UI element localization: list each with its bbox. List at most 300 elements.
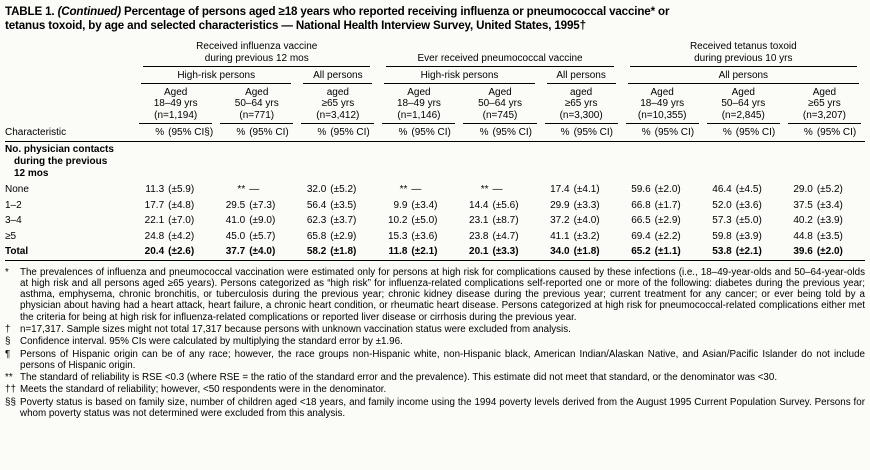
value-ci-pair [459,215,540,227]
value-ci-pair [622,231,703,243]
percent-ci-pair [622,127,703,138]
percent-value: 11.8 [388,246,408,257]
percent-value: 37.7 [225,246,246,257]
value-ci-pair [622,184,703,196]
data-cell [784,229,865,245]
column-group-pneumococcal-label: Ever received pneumococcal vaccine [386,53,613,68]
age-header-line: aged [569,86,593,98]
ci-value: (±3.4) [411,199,438,211]
percent-ci-pair [459,127,540,138]
ci-value: (±5.2) [330,184,357,195]
row-label: 1–2 [5,199,22,211]
percent-ci-header-4 [378,124,459,142]
row-label: None [5,184,29,195]
ci-value: (±9.0) [249,215,276,226]
corner-blank [5,67,135,84]
footnotes-section [5,267,865,420]
footnote-text: n=17,317. Sample sizes might not total 17,317 because persons with unknown vaccination status were excluded from analysis. [20,323,571,335]
ci-value: (±1.7) [654,199,681,211]
value-ci-pair [378,231,459,243]
ci-value: (±3.3) [573,199,600,211]
ci-value: (±4.1) [573,184,600,195]
age-header-row [5,84,865,125]
ci-value: (±2.0) [816,246,843,257]
data-cell [297,182,378,198]
age-header-line: Aged [488,86,512,98]
data-cell [622,182,703,198]
value-ci-pair [135,184,216,196]
age-header-line: (n=10,355) [637,109,687,121]
value-ci-pair [378,184,459,196]
ci-value: (±5.6) [492,199,519,211]
ci-value: (±4.0) [249,246,276,257]
data-cell [459,244,540,260]
value-ci-pair [784,184,865,196]
data-cell [135,229,216,245]
footnote-marker: †† [5,384,16,396]
footnote-text: Confidence interval. 95% CIs were calculated by multiplying the standard error by ±1.96. [20,336,403,348]
footnote-marker: * [5,266,9,278]
ci-header: (95% CI§) [168,127,214,138]
percent-value: 9.9 [393,199,408,211]
age-column-header-5 [459,84,540,125]
data-cell [135,213,216,229]
footnote-text: Poverty status is based on family size, number of children aged <18 years, and family income using the 1994 poverty levels derived from the August 1995 Current Population Survey. Persons for whom poverty status was not determined were excluded from this analysis. [20,396,865,420]
percent-value: 65.8 [306,230,327,242]
value-ci-pair [459,200,540,212]
percent-ci-header-5 [459,124,540,142]
footnote [5,349,865,372]
subgroup-high-risk-pneumococcal: High-risk persons [378,67,540,84]
value-ci-pair [297,231,378,243]
percent-header: % [803,127,813,138]
percent-value: 41.1 [550,230,570,242]
document-page [5,5,865,419]
age-header-line: (n=2,845) [721,109,765,121]
row-label: Total [5,244,135,260]
value-ci-pair [703,246,784,258]
subgroup-header-row [5,67,865,84]
ci-header: (95% CI) [816,127,857,138]
corner-blank [5,41,135,67]
percent-value: 23.1 [469,215,489,226]
data-cell [784,213,865,229]
percent-value: 17.7 [144,199,165,211]
age-column-label [301,84,374,125]
percent-value: 22.1 [144,215,165,226]
value-ci-pair [297,200,378,212]
percent-value: 53.8 [712,246,732,257]
ci-header: (95% CI) [330,127,370,138]
percent-value: 29.9 [550,199,570,211]
percent-value: 29.5 [225,199,246,211]
footnote [5,397,865,420]
value-ci-pair [216,200,297,212]
percent-ci-pair [135,127,216,138]
data-cell [378,213,459,229]
ci-value: (±2.6) [168,246,195,257]
data-cell [784,182,865,198]
ci-value: (±3.9) [816,215,843,226]
ci-header: (95% CI) [654,127,695,138]
age-column-header-2 [216,84,297,125]
percent-value: 24.8 [144,230,165,242]
age-column-label [463,84,536,125]
age-header-line: 18–49 yrs [153,98,198,109]
value-ci-pair [703,200,784,212]
ci-value: (±2.9) [654,215,681,226]
data-cell [541,229,622,245]
data-cell [216,198,297,214]
footnote [5,372,865,383]
ci-value: (±2.1) [735,246,762,257]
footnote-text: Meets the standard of reliability; however, <50 respondents were in the denominator. [20,384,387,396]
age-column-label [545,84,618,125]
percent-value: 59.6 [631,184,651,195]
ci-header: (95% CI) [573,127,614,138]
percent-value: 65.2 [631,246,651,257]
percent-value: 32.0 [306,184,327,195]
ci-value: (±3.5) [816,230,843,242]
ci-value: (±5.0) [735,215,762,226]
data-cell [216,229,297,245]
percent-value: 10.2 [387,215,408,226]
ci-header: (95% CI) [492,127,532,138]
value-ci-pair [297,215,378,227]
ci-header: (95% CI) [735,127,776,138]
ci-header: (95% CI) [249,127,289,138]
ci-value: (±3.4) [816,199,843,211]
age-header-line: (n=3,412) [316,109,360,121]
age-header-line: (n=3,300) [559,109,603,121]
ci-value: (±1.8) [573,246,600,257]
data-cell [703,182,784,198]
percent-value: 37.5 [793,199,813,211]
percent-ci-pair [216,127,297,138]
percent-value: 11.3 [145,184,165,195]
row-label: ≥5 [5,230,17,242]
data-cell [541,213,622,229]
age-header-line: 50–64 yrs [234,98,279,109]
percent-value: 46.4 [712,184,732,195]
percent-value: 45.0 [225,230,246,242]
data-cell [378,198,459,214]
age-header-line: 18–49 yrs [396,98,441,109]
percent-value: 20.1 [469,246,489,257]
age-column-label [382,84,455,125]
percent-ci-pair [541,127,622,138]
value-ci-pair [541,200,622,212]
percent-value: 34.0 [550,246,570,257]
section-row [5,142,865,183]
footnote [5,324,865,335]
table-row-4 [5,229,865,245]
value-ci-pair [459,231,540,243]
percent-value: 20.4 [144,246,165,257]
value-ci-pair [541,215,622,227]
data-cell [459,182,540,198]
data-cell [216,244,297,260]
value-ci-pair [459,184,540,196]
value-ci-pair [135,231,216,243]
data-cell [297,244,378,260]
percent-header: % [560,127,570,138]
footnote-text: Persons of Hispanic origin can be of any race; however, the race groups non-Hispanic white, non-Hispanic black, American Indian/Alaskan Native, and Asian/Pacific Islander do not include persons of Hispanic origin. [20,348,865,371]
table-row-2 [5,198,865,214]
table-continued-marker: (Continued) [57,5,121,18]
footnote [5,384,865,395]
data-cell [459,229,540,245]
age-column-label [707,84,780,125]
percent-value: 56.4 [306,199,327,211]
ci-value: (±5.0) [411,215,438,226]
age-column-header-1 [135,84,216,125]
data-cell [216,182,297,198]
age-header-line: Aged [245,86,269,98]
data-cell [378,244,459,260]
age-column-label [139,84,212,125]
data-cell [135,182,216,198]
ci-value: (±4.2) [168,230,195,242]
footnote-text: The standard of reliability is RSE <0.3 (where RSE = the ratio of the standard error and the prevalence). This estimate did not meet that standard, or the denominator was <30. [20,372,778,384]
column-group-influenza [135,41,378,67]
age-header-line: 50–64 yrs [721,98,766,109]
table-row-5 [5,244,865,260]
ci-value: (±2.1) [411,246,438,257]
table-row-3 [5,213,865,229]
subgroup-all-persons-tetanus: All persons [622,67,865,84]
data-cell [784,198,865,214]
value-ci-pair [135,215,216,227]
data-cell [378,229,459,245]
age-column-label [220,84,293,125]
table-row-1 [5,182,865,198]
value-ci-pair [784,215,865,227]
data-cell [703,244,784,260]
percent-ci-pair [703,127,784,138]
data-cell [378,182,459,198]
percent-value: 58.2 [306,246,327,257]
value-ci-pair [216,231,297,243]
vaccination-table [5,41,865,261]
data-cell [135,244,216,260]
age-column-header-8 [703,84,784,125]
characteristic-header: Characteristic [5,124,135,142]
percent-header: % [155,127,165,138]
age-header-line: (n=1,146) [397,109,441,121]
percent-value: 37.2 [550,215,570,226]
age-column-header-7 [622,84,703,125]
value-ci-pair [216,184,297,196]
value-ci-pair [541,246,622,258]
value-ci-pair [703,184,784,196]
percent-header: % [722,127,732,138]
age-header-line: (n=771) [239,109,275,121]
ci-value: (±5.7) [249,230,276,242]
data-cell [541,198,622,214]
value-ci-pair [135,246,216,258]
age-header-line: 18–49 yrs [640,98,685,109]
percent-header: % [479,127,489,138]
ci-value: (±3.3) [492,246,519,257]
percent-value: 23.8 [469,230,489,242]
value-ci-pair [297,184,378,196]
value-ci-pair [378,215,459,227]
group-header-row [5,41,865,67]
percent-value: 41.0 [225,215,246,226]
ci-value: (±5.2) [816,184,843,195]
age-column-header-6 [541,84,622,125]
age-header-line: Aged [164,86,188,98]
percent-value: 57.3 [712,215,732,226]
subgroup-all-persons-influenza: All persons [297,67,378,84]
footnote-marker: ¶ [5,348,11,360]
data-cell [622,229,703,245]
percent-value: 52.0 [712,199,732,211]
ci-value: (±3.5) [330,199,357,211]
percent-ci-header-3 [297,124,378,142]
value-ci-pair [459,246,540,258]
corner-blank [5,84,135,125]
table-caption-line1: Percentage of persons aged ≥18 years who reported receiving influenza or pneumococcal vaccine* or [124,5,670,18]
age-header-line: aged [326,86,349,98]
data-cell [541,182,622,198]
percent-value: 62.3 [306,215,327,226]
footnote-marker: ** [5,372,13,384]
section-label-line: 12 mos [14,168,49,179]
section-label-line: during the previous [14,156,108,167]
footnote [5,267,865,323]
column-group-tetanus-label: Received tetanus toxoid during previous 10 yrs [630,41,857,67]
value-ci-pair [703,215,784,227]
data-cell [297,213,378,229]
ci-value: — [249,184,260,195]
percent-value: 59.8 [712,230,732,242]
percent-ci-pair [297,127,378,138]
footnote-text: The prevalences of influenza and pneumococcal vaccination were estimated only for persons at high risk for complications caused by these infections (i.e., 18–49-year-olds and 50–64-year-olds at high risk and all persons aged ≥65 years). Persons categorized as “high risk” for influenza-related complications self-reported one or more of the following: diabetes during the previous year; asthma, emphysema, chronic bronchitis, or tuberculosis during the previous year; chronic kidney disease during the previous year; current treatment for any cancer; or ever being told by a physician about having had a heart attack, heart failure, a chronic heart condition, or rheumatic heart disease. Persons categorized at high risk for pneumococcal-related complications either met the criteria for being at high risk for influenza-related complications or reported liver disease or cirrhosis during the previous year. [20,266,865,323]
ci-value: (±2.2) [654,230,681,242]
ci-value: (±3.6) [735,199,762,211]
ci-value: (±4.0) [573,215,600,226]
age-column-header-9 [784,84,865,125]
value-ci-pair [216,215,297,227]
data-cell [135,198,216,214]
value-ci-pair [378,200,459,212]
value-ci-pair [703,231,784,243]
footnote-marker: § [5,336,11,348]
age-header-line: Aged [812,86,837,98]
percent-value: 14.4 [469,199,489,211]
data-cell [622,198,703,214]
percent-ci-header-6 [541,124,622,142]
table-caption-line2: tetanus toxoid, by age and selected characteristics — National Health Interview Survey, United States, 1995† [5,19,586,32]
value-ci-pair [784,246,865,258]
ci-value: (±3.7) [330,215,357,226]
percent-ci-header-1 [135,124,216,142]
percent-value: 66.5 [631,215,651,226]
percent-value: ** [480,184,489,195]
ci-value: (±5.9) [168,184,195,195]
ci-value: — [492,184,503,195]
value-ci-pair [622,200,703,212]
footnote-marker: † [5,323,11,335]
percent-ci-header-2 [216,124,297,142]
age-header-line: Aged [650,86,674,98]
value-ci-pair [541,231,622,243]
subgroup-all-persons-pneumococcal: All persons [541,67,622,84]
footnote-marker: §§ [5,396,16,408]
ci-value: (±1.1) [654,246,681,257]
value-ci-pair [135,200,216,212]
table-body [5,142,865,261]
percent-header: % [317,127,327,138]
data-cell [297,229,378,245]
subgroup-high-risk-influenza: High-risk persons [135,67,297,84]
percent-value: ** [237,184,246,195]
age-header-line: 50–64 yrs [478,98,522,109]
age-header-line: ≥65 yrs [808,98,841,109]
age-header-line: ≥65 yrs [321,98,355,109]
percent-value: 17.4 [550,184,570,195]
value-ci-pair [784,200,865,212]
ci-value: (±2.9) [330,230,357,242]
column-group-influenza-label: Received influenza vaccine during previous 12 mos [143,41,370,67]
ci-value: (±1.8) [330,246,357,257]
ci-value: (±3.6) [411,230,438,242]
percent-ci-header-8 [703,124,784,142]
age-header-line: (n=3,207) [802,109,846,121]
data-cell [297,198,378,214]
percent-value: 15.3 [387,230,408,242]
value-ci-pair [622,215,703,227]
ci-value: — [411,184,422,195]
value-ci-pair [378,246,459,258]
table-number: TABLE 1. [5,5,55,18]
measure-header-row [5,124,865,142]
column-group-pneumococcal [378,41,621,67]
section-label [5,142,865,183]
data-cell [703,229,784,245]
ci-value: (±2.0) [654,184,681,195]
data-cell [784,244,865,260]
age-column-header-4 [378,84,459,125]
percent-ci-header-7 [622,124,703,142]
data-cell [459,213,540,229]
column-group-tetanus [622,41,865,67]
ci-value: (±7.3) [249,199,276,211]
percent-ci-pair [378,127,459,138]
table-title [5,5,865,33]
data-cell [622,244,703,260]
ci-value: (±3.2) [573,230,600,242]
percent-value: 39.6 [793,246,813,257]
data-cell [459,198,540,214]
age-column-header-3 [297,84,378,125]
data-cell [216,213,297,229]
percent-header: % [641,127,651,138]
ci-value: (±4.5) [735,184,762,195]
ci-value: (±4.7) [492,230,519,242]
data-cell [703,198,784,214]
age-column-label [788,84,861,125]
value-ci-pair [541,184,622,196]
percent-value: 66.8 [631,199,651,211]
ci-value: (±4.8) [168,199,195,211]
ci-header: (95% CI) [411,127,451,138]
ci-value: (±7.0) [168,215,195,226]
percent-ci-pair [784,127,865,138]
percent-ci-header-9 [784,124,865,142]
